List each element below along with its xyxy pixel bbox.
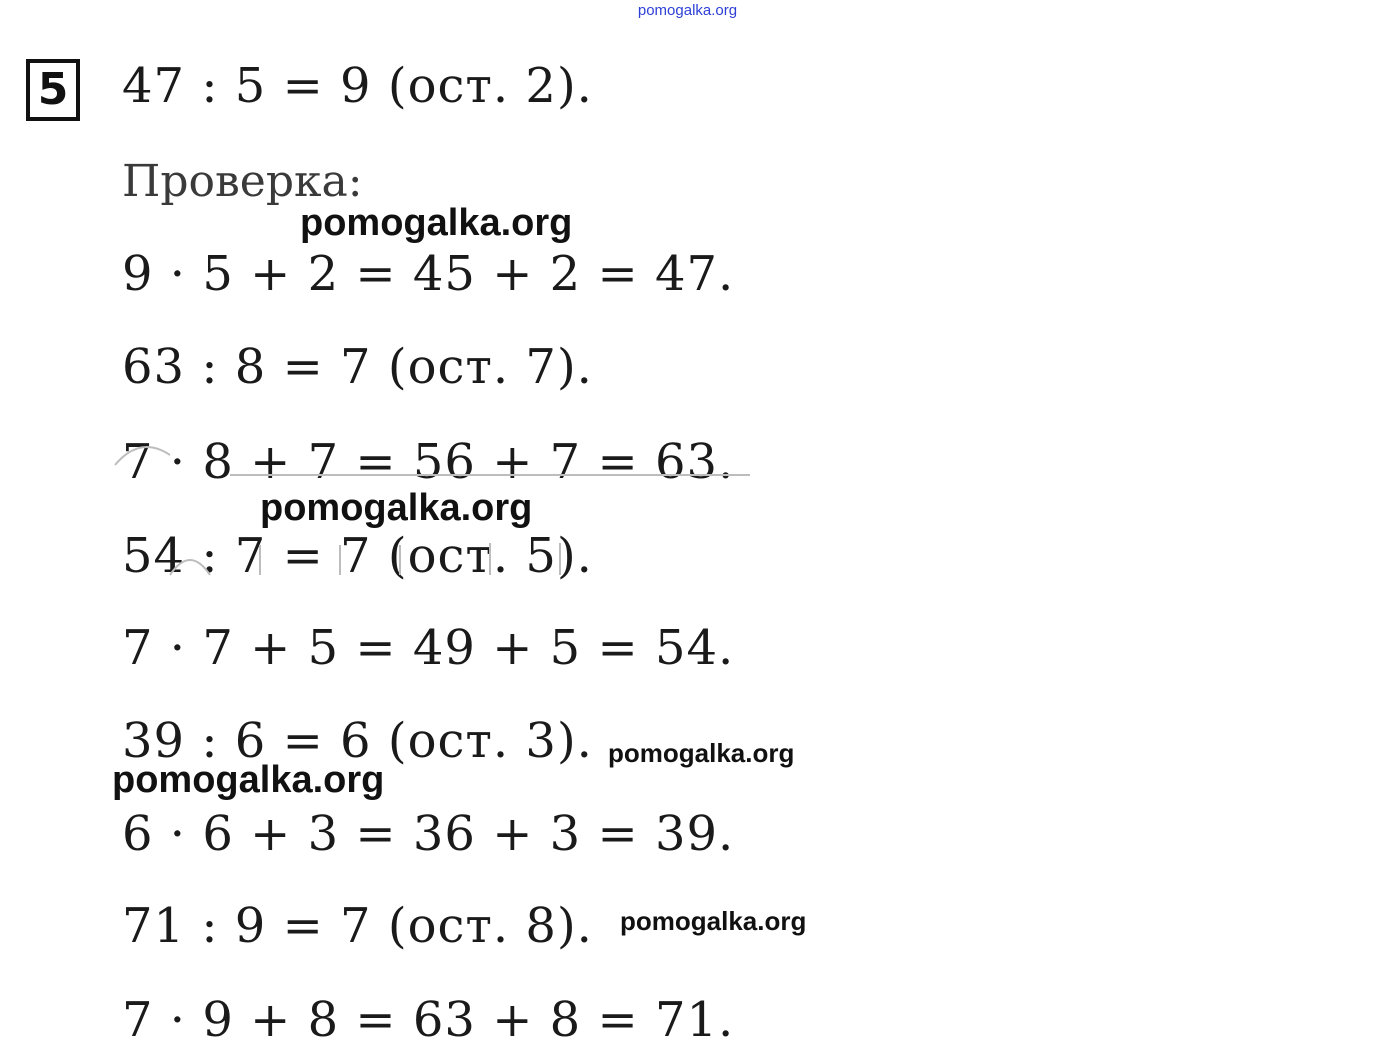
watermark: pomogalka.org bbox=[112, 759, 385, 801]
equation-line: 6 · 6 + 3 = 36 + 3 = 39. bbox=[122, 806, 735, 862]
watermark: pomogalka.org bbox=[300, 202, 573, 244]
equation-line: 63 : 8 = 7 (ост. 7). bbox=[122, 339, 593, 395]
equation-line: 71 : 9 = 7 (ост. 8). bbox=[122, 898, 593, 954]
check-heading: Проверка: bbox=[122, 156, 363, 207]
watermark: pomogalka.org bbox=[620, 906, 807, 936]
equation-line: 39 : 6 = 6 (ост. 3). bbox=[122, 713, 593, 769]
equation-line: 7 · 7 + 5 = 49 + 5 = 54. bbox=[122, 620, 735, 676]
equation-line: 47 : 5 = 9 (ост. 2). bbox=[122, 58, 593, 114]
watermark: pomogalka.org bbox=[608, 738, 795, 768]
top-watermark: pomogalka.org bbox=[637, 2, 738, 19]
equation-line: 7 · 9 + 8 = 63 + 8 = 71. bbox=[122, 992, 735, 1048]
watermark: pomogalka.org bbox=[260, 487, 533, 529]
task-number-box: 5 bbox=[26, 59, 80, 121]
equation-line: 7 · 8 + 7 = 56 + 7 = 63. bbox=[122, 434, 735, 490]
equation-line: 54 : 7 = 7 (ост. 5). bbox=[122, 528, 593, 584]
equation-line: 9 · 5 + 2 = 45 + 2 = 47. bbox=[122, 246, 735, 302]
